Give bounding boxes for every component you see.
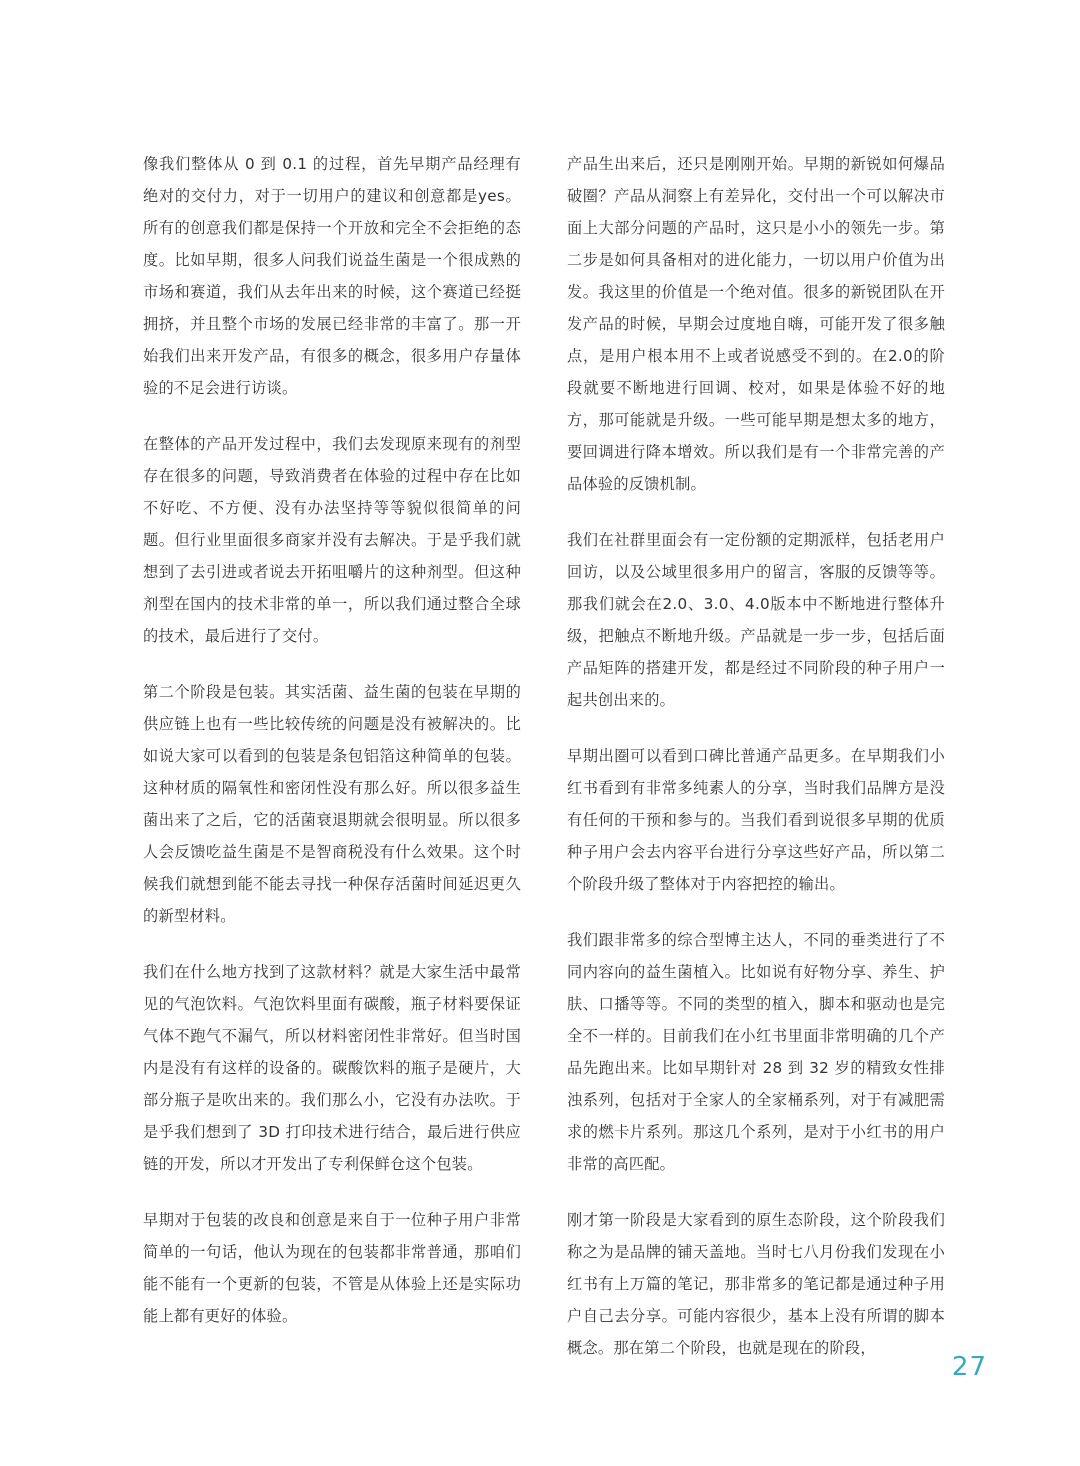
left-column xyxy=(143,148,521,1356)
left-paragraph-2: 在整体的产品开发过程中，我们去发现原来现有的剂型存在很多的问题，导致消费者在体验的过程中存在比如不好吃、不方便、没有办法坚持等等貌似很简单的问题。但行业里面很多商家并没有去解决。于是乎我们就想到了去引进或者说去开拓咀嚼片的这种剂型。但这种剂型在国内的技术非常的单一，所以我们通过整合全球的技术，最后进行了交付。 xyxy=(143,435,521,645)
right-paragraph-3: 早期出圈可以看到口碑比普通产品更多。在早期我们小红书看到有非常多纯素人的分享，当时我们品牌方是没有任何的干预和参与的。当我们看到说很多早期的优质种子用户会去内容平台进行分享这些好产品，所以第二个阶段升级了整体对于内容把控的输出。 xyxy=(567,747,945,893)
right-paragraph-4: 我们跟非常多的综合型博主达人，不同的垂类进行了不同内容向的益生菌植入。比如说有好物分享、养生、护肤、口播等等。不同的类型的植入，脚本和驱动也是完全不一样的。目前我们在小红书里面非常明确的几个产品先跑出来。比如早期针对 28 到 32 岁的精致女性排浊系列，包括对于全家人的全家桶系列，对于有减肥需求的燃卡片系列。那这几个系列，是对于小红书的用户非常的高匹配。 xyxy=(567,931,945,1173)
left-paragraph-4: 我们在什么地方找到了这款材料？就是大家生活中最常见的气泡饮料。气泡饮料里面有碳酸，瓶子材料要保证气体不跑气不漏气，所以材料密闭性非常好。但当时国内是没有有这样的设备的。碳酸饮料的瓶子是硬片，大部分瓶子是吹出来的。我们那么小，它没有办法吹。于是乎我们想到了 3D 打印技术进行结合，最后进行供应链的开发，所以才开发出了专利保鲜仓这个包装。 xyxy=(143,963,521,1173)
left-paragraph-1: 像我们整体从 0 到 0.1 的过程，首先早期产品经理有绝对的交付力，对于一切用户的建议和创意都是yes。所有的创意我们都是保持一个开放和完全不会拒绝的态度。比如早期，很多人问我们说益生菌是一个很成熟的市场和赛道，我们从去年出来的时候，这个赛道已经挺拥挤，并且整个市场的发展已经非常的丰富了。那一开始我们出来开发产品，有很多的概念，很多用户存量体验的不足会进行访谈。 xyxy=(143,155,521,397)
left-paragraph-3: 第二个阶段是包装。其实活菌、益生菌的包装在早期的供应链上也有一些比较传统的问题是没有被解决的。比如说大家可以看到的包装是条包铝箔这种简单的包装。这种材质的隔氧性和密闭性没有那么好。所以很多益生菌出来了之后，它的活菌衰退期就会很明显。所以很多人会反馈吃益生菌是不是智商税没有什么效果。这个时候我们就想到能不能去寻找一种保存活菌时间延迟更久的新型材料。 xyxy=(143,683,521,925)
right-column xyxy=(567,148,945,1388)
right-paragraph-1: 产品生出来后，还只是刚刚开始。早期的新锐如何爆品破圈？产品从洞察上有差异化，交付出一个可以解决市面上大部分问题的产品时，这只是小小的领先一步。第二步是如何具备相对的进化能力，一切以用户价值为出发。我这里的价值是一个绝对值。很多的新锐团队在开发产品的时候，早期会过度地自嗨，可能开发了很多触点，是用户根本用不上或者说感受不到的。在2.0的阶段就要不断地进行回调、校对，如果是体验不好的地方，那可能就是升级。一些可能早期是想太多的地方，要回调进行降本增效。所以我们是有一个非常完善的产品体验的反馈机制。 xyxy=(567,155,945,493)
right-paragraph-5: 刚才第一阶段是大家看到的原生态阶段，这个阶段我们称之为是品牌的铺天盖地。当时七八月份我们发现在小红书有上万篇的笔记，那非常多的笔记都是通过种子用户自己去分享。可能内容很少，基本上没有所谓的脚本概念。那在第二个阶段，也就是现在的阶段， xyxy=(567,1211,945,1357)
left-paragraph-5: 早期对于包装的改良和创意是来自于一位种子用户非常简单的一句话，他认为现在的包装都非常普通，那咱们能不能有一个更新的包装，不管是从体验上还是实际功能上都有更好的体验。 xyxy=(143,1211,521,1325)
right-paragraph-2: 我们在社群里面会有一定份额的定期派样，包括老用户回访，以及公域里很多用户的留言，客服的反馈等等。那我们就会在2.0、3.0、4.0版本中不断地进行整体升级，把触点不断地升级。产品就是一步一步，包括后面产品矩阵的搭建开发，都是经过不同阶段的种子用户一起共创出来的。 xyxy=(567,531,945,709)
page-number: 27 xyxy=(951,1352,987,1382)
